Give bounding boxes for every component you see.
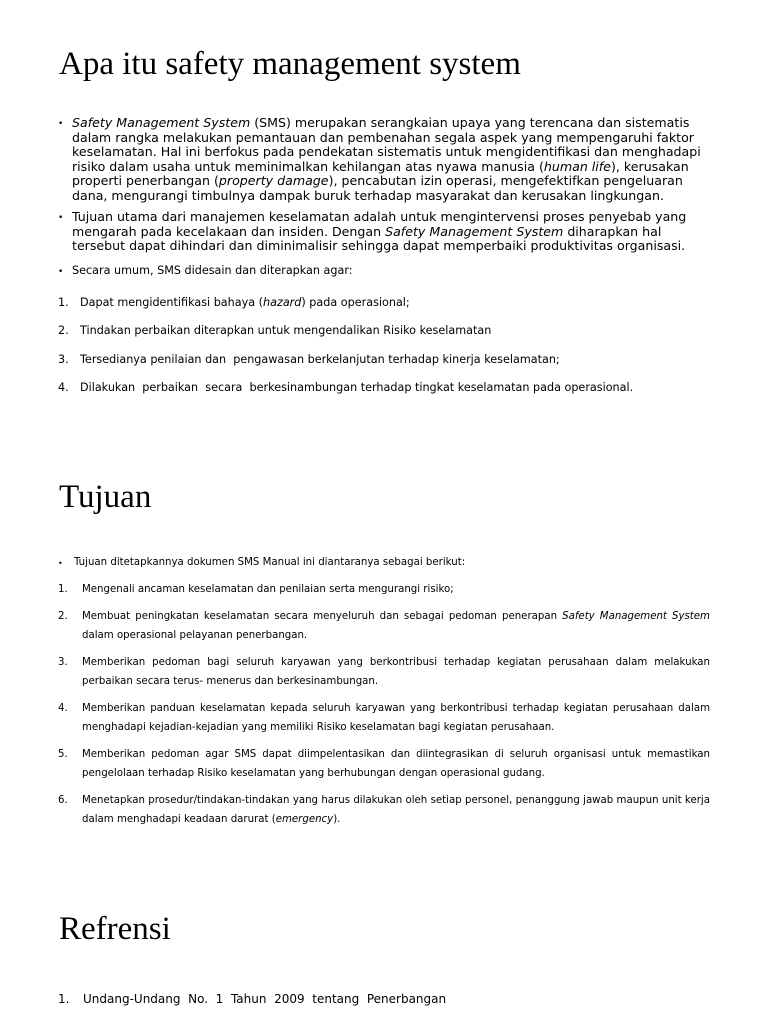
list-item: Memberikan panduan keselamatan kepada seluruh karyawan yang berkontribusi terhadap kegiatan perusahaan dalam menghadapi kejadian-kejadian yang memiliki Risiko keselamatan bagi kegiatan perusahaan. [82,703,710,733]
list-number: 1. [58,296,69,309]
section-title-safety-management: Apa itu safety management system [59,46,521,82]
list-item: Tindakan perbaikan diterapkan untuk mengendalikan Risiko keselamatan [80,324,492,337]
paragraph-sms-design: Secara umum, SMS didesain dan diterapkan agar: [72,264,353,277]
paragraph-sms-purpose: Tujuan utama dari manajemen keselamatan adalah untuk mengintervensi proses penyebab yang mengarah pada kecelakaan dan insiden. Dengan Safety Management System diharapkan hal tersebut dapat dihindari dan diminimalisir sehingga dapat memperbaiki produktivitas organisasi. [72,209,687,254]
section-title-tujuan: Tujuan [59,479,152,515]
section-title-refrensi: Refrensi [59,911,171,947]
list-item: Mengenali ancaman keselamatan dan penilaian serta mengurangi risiko; [82,584,454,595]
list-number: 4. [58,381,69,394]
list-number: 5. [58,749,68,760]
list-item: Tersedianya penilaian dan pengawasan berkelanjutan terhadap kinerja keselamatan; [80,353,560,366]
bullet-icon: • [58,559,63,568]
list-item: Memberikan pedoman agar SMS dapat diimpelentasikan dan diintegrasikan di seluruh organisasi untuk memastikan pengelolaan terhadap Risiko keselamatan yang berhubungan dengan operasional gudang. [82,749,710,779]
bullet-icon: • [58,267,64,277]
list-number: 3. [58,353,69,366]
paragraph-sms-definition: Safety Management System (SMS) merupakan serangkaian upaya yang terencana dan sistematis dalam rangka melakukan pemantauan dan pembenahan segala aspek yang mempengaruhi faktor keselamatan. Hal ini berfokus pada pendekatan sistematis untuk mengidentifikasi dan menghadapi risiko dalam usaha untuk meminimalkan kehilangan atas nyawa manusia (human life), kerusakan properti penerbangan (property damage), pencabutan izin operasi, mengefektifkan pengeluaran dana, mengurangi timbulnya dampak buruk terhadap masyarakat dan kerusakan lingkungan. [72,115,701,203]
bullet-icon: • [58,119,64,129]
bullet-icon: • [58,213,64,223]
list-item: Membuat peningkatan keselamatan secara menyeluruh dan sebagai pedoman penerapan Safety Management System dalam operasional pelayanan penerbangan. [82,611,710,641]
list-number: 3. [58,657,68,668]
list-number: 1. [58,992,70,1006]
list-item: Memberikan pedoman bagi seluruh karyawan yang berkontribusi terhadap kegiatan perusahaan dalam melakukan perbaikan secara terus- menerus dan berkesinambungan. [82,657,710,687]
list-number: 4. [58,703,68,714]
list-item: Dapat mengidentifikasi bahaya (hazard) pada operasional; [80,296,410,309]
list-number: 6. [58,795,68,806]
list-number: 2. [58,611,68,622]
list-item: Menetapkan prosedur/tindakan-tindakan yang harus dilakukan oleh setiap personel, penanggung jawab maupun unit kerja dalam menghadapi keadaan darurat (emergency). [82,795,710,825]
paragraph-tujuan-intro: Tujuan ditetapkannya dokumen SMS Manual ini diantaranya sebagai berikut: [74,557,466,568]
list-item: Dilakukan perbaikan secara berkesinambungan terhadap tingkat keselamatan pada operasional. [80,381,634,394]
list-number: 2. [58,324,69,337]
list-item: Undang-Undang No. 1 Tahun 2009 tentang Penerbangan [83,992,447,1006]
list-number: 1. [58,584,68,595]
